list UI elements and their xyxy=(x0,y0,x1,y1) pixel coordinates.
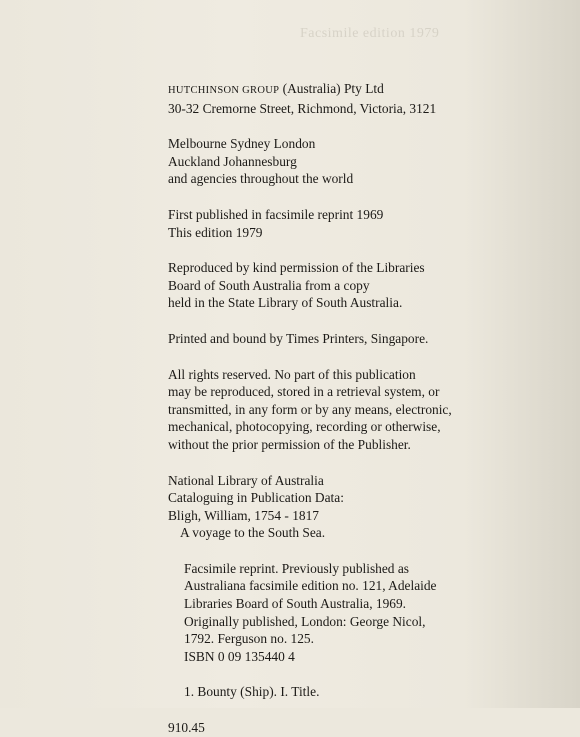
rights-block xyxy=(168,366,452,454)
publisher-name: HUTCHINSON GROUP (Australia) Pty Ltd xyxy=(168,81,384,96)
cip-note-line: Libraries Board of South Australia, 1969. xyxy=(184,596,407,612)
rights-line: mechanical, photocopying, recording or otherwise, xyxy=(168,419,441,435)
cip-note-line: Australiana facsimile edition no. 121, Adelaide xyxy=(184,578,437,594)
editions-block xyxy=(168,206,452,241)
location-line: Auckland Johannesburg xyxy=(168,153,297,169)
printer-block xyxy=(168,330,452,348)
edition-line: This edition 1979 xyxy=(168,224,263,240)
cip-header-line: Cataloguing in Publication Data: xyxy=(168,490,344,506)
cip-header-line: National Library of Australia xyxy=(168,472,324,488)
edition-line: First published in facsimile reprint 1969 xyxy=(168,206,384,222)
imprint-text xyxy=(168,80,452,737)
rights-line: may be reproduced, stored in a retrieval system, or xyxy=(168,384,440,400)
cip-note-line: Facsimile reprint. Previously published as xyxy=(184,560,410,576)
rights-line: without the prior permission of the Publisher. xyxy=(168,436,411,452)
cip-note-line: Originally published, London: George Nicol, xyxy=(184,613,426,629)
permission-line: Board of South Australia from a copy xyxy=(168,277,370,293)
cip-note-line: 1792. Ferguson no. 125. xyxy=(184,631,314,647)
publisher-address: 30-32 Cremorne Street, Richmond, Victoria, 3121 xyxy=(168,100,437,116)
locations-block xyxy=(168,135,452,188)
cip-subject: 1. Bounty (Ship). I. Title. xyxy=(184,684,320,700)
permission-line: Reproduced by kind permission of the Libraries xyxy=(168,260,425,276)
classification-number: 910.45 xyxy=(168,720,205,736)
location-line: and agencies throughout the world xyxy=(168,171,354,187)
isbn: ISBN 0 09 135440 4 xyxy=(184,648,295,664)
location-line: Melbourne Sydney London xyxy=(168,136,316,152)
bleed-through-text: Facsimile edition 1979 xyxy=(300,26,440,41)
printer-line: Printed and bound by Times Printers, Singapore. xyxy=(168,330,429,346)
publisher-block xyxy=(168,80,452,117)
rights-line: transmitted, in any form or by any means, electronic, xyxy=(168,401,452,417)
cip-author: Bligh, William, 1754 - 1817 xyxy=(168,507,319,523)
rights-line: All rights reserved. No part of this publication xyxy=(168,366,416,382)
cip-block xyxy=(168,472,452,737)
cip-title: A voyage to the South Sea. xyxy=(180,525,326,541)
permission-block xyxy=(168,259,452,312)
permission-line: held in the State Library of South Australia. xyxy=(168,295,403,311)
